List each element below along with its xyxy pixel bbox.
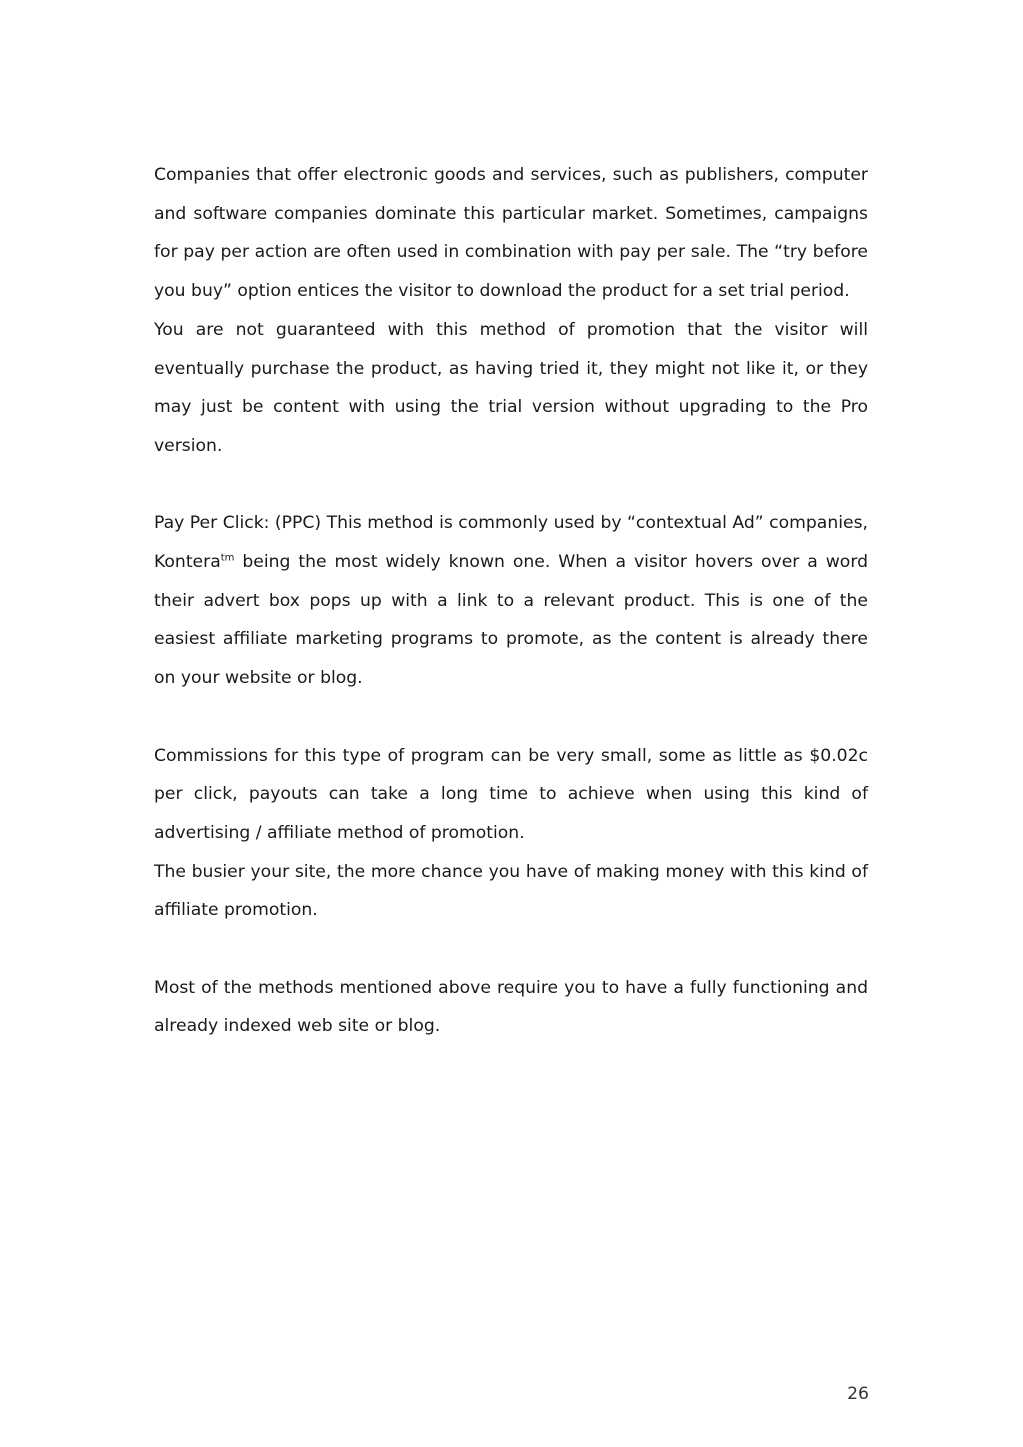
body-text — [154, 156, 868, 1046]
ppc-text-start: Pay Per Click: (PPC) This method is commonly used by “contextual Ad” companies, Kontera — [154, 513, 868, 573]
paragraph-methods-require: Most of the methods mentioned above require you to have a fully functioning and already indexed web site or blog. — [154, 977, 868, 1037]
page-number: 26 — [847, 1384, 869, 1404]
ppc-text-end: being the most widely known one. When a visitor hovers over a word their advert box pops up with a link to a relevant product. This is one of the easiest affiliate marketing programs to promote, as the content is already there on your website or blog. — [154, 552, 868, 689]
paragraph-spacer — [154, 466, 868, 505]
paragraph-busier-site: The busier your site, the more chance you have of making money with this kind of affiliate promotion. — [154, 861, 868, 921]
paragraph-electronic-goods: Companies that offer electronic goods and services, such as publishers, computer and software companies dominate this particular market. Sometimes, campaigns for pay per action are often used in combination with pay per sale. The “try before you buy” option entices the visitor to download the product for a set trial period. — [154, 165, 868, 302]
paragraph-commissions: Commissions for this type of program can be very small, some as little as $0.02c per click, payouts can take a long time to achieve when using this kind of advertising / affiliate method of promotion. — [154, 745, 868, 843]
trademark-superscript: tm — [220, 552, 235, 564]
paragraph-no-guarantee: You are not guaranteed with this method of promotion that the visitor will eventually purchase the product, as having tried it, they might not like it, or they may just be content with using the trial version without upgrading to the Pro version. — [154, 319, 868, 456]
paragraph-spacer — [154, 930, 868, 969]
paragraph-pay-per-click — [154, 504, 868, 698]
paragraph-spacer — [154, 698, 868, 737]
